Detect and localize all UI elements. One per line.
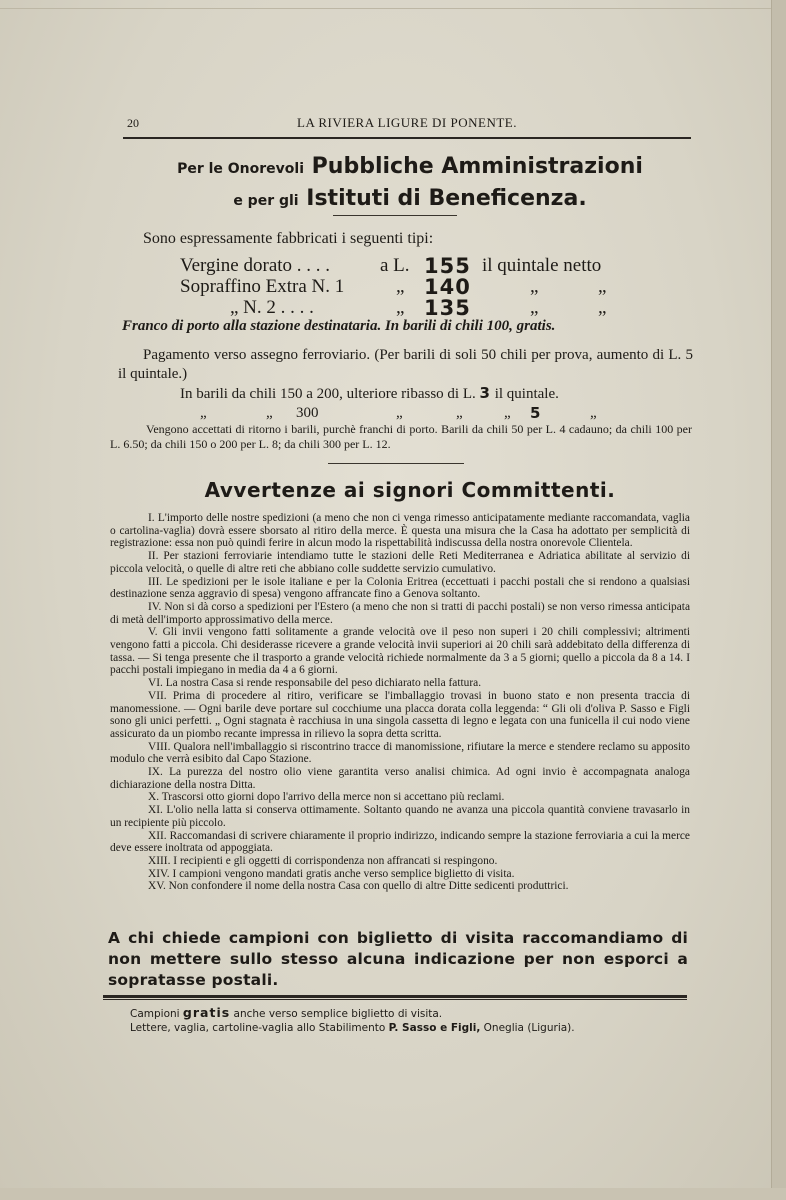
footer-company: P. Sasso e Figli, [388, 1022, 481, 1034]
intro-text: Sono espressamente fabbricati i seguenti tipi: [143, 230, 434, 247]
title-main-1: Pubbliche Amministrazioni [311, 154, 643, 179]
barrels-text: In barili da chili 150 a 200, ulteriore ribasso di L. [180, 386, 476, 402]
product-name: „ N. 2 . . . . [230, 297, 314, 318]
price-prefix: „ [396, 276, 405, 297]
barrels-suffix: il quintale. [494, 386, 559, 402]
footer-rule-thick [103, 995, 687, 998]
warning-item: VI. La nostra Casa si rende responsabile del peso dichiarato nella fattura. [148, 677, 482, 690]
page-number: 20 [127, 116, 139, 130]
title-main-2: Istituti di Beneficenza. [306, 186, 587, 211]
ditto-mark: „ [200, 405, 207, 421]
barrels-qty: 300 [296, 405, 319, 421]
ditto-mark: „ [530, 276, 539, 297]
product-name: Vergine dorato . . . . [180, 255, 331, 276]
warning-item: VIII. Qualora nell'imballaggio si riscontrino tracce di manomissione, rifiutare la merce e stendere reclamo su apposito modulo che verrà esibito dal Capo Stazione. [110, 740, 690, 766]
warning-item: IV. Non si dà corso a spedizioni per l'Estero (a meno che non si tratti di pacchi postali) se non verso rimessa anticipata di metà dell'importo approssimativo della merce. [110, 600, 690, 626]
ditto-mark: „ [456, 405, 463, 421]
warning-item: XIV. I campioni vengono mandati gratis anche verso semplice biglietto di visita. [148, 867, 515, 880]
footer-address-rest: Oneglia (Liguria). [483, 1022, 575, 1034]
price-value: 155 [424, 254, 471, 278]
warning-item: VII. Prima di procedere al ritiro, verificare se l'imballaggio trovasi in buono stato e non presenta traccia di manomessione. — Ogni barile deve portare sul cocchiume una placca dorata colla leggenda: “ Gli oli d'oliva P. Sasso e Figli sono gli unici perfetti. „ Ogni stagnata è racchiusa in una singola cassetta di legno e legata con una funicella il cui nodo viene assicurato da un piombo recante impressa in rilievo la sopra detta scritta. [110, 689, 690, 740]
price-value: 135 [424, 296, 471, 320]
title-prefix-1: Per le Onorevoli [177, 161, 304, 177]
barrels-amount: 5 [530, 404, 542, 422]
warning-item: III. Le spedizioni per le isole italiane e per la Colonia Eritrea (eccettuati i pacchi postali che si rendono a qualsiasi destinazione senza aggravio di spesa) vengono affrancate fino a Genova soltanto. [110, 575, 690, 601]
warning-item: X. Trascorsi otto giorni dopo l'arrivo della merce non si accettano più reclami. [148, 791, 505, 804]
barrels-return-note: Vengono accettati di ritorno i barili, purchè franchi di porto. Barili da chili 50 per L. 4 cadauno; da chili 100 per L. 6.50; da chili 150 o 200 per L. 8; da chili 300 per L. 12. [110, 422, 692, 451]
ditto-mark: „ [504, 405, 511, 421]
samples-callout: A chi chiede campioni con biglietto di visita raccomandiamo di non mettere sullo stesso alcuna indicazione per non esporci a sopratasse postali. [108, 929, 688, 989]
footer-line-2 [130, 1022, 690, 1034]
warnings-list [110, 512, 690, 893]
section-title-warnings: Avvertenze ai signori Committenti. [204, 478, 616, 502]
title-prefix-2: e per gli [233, 193, 299, 209]
price-prefix: „ [396, 297, 405, 318]
footer-gratis: gratis [182, 1005, 231, 1020]
warning-item: I. L'importo delle nostre spedizioni (a meno che non ci venga rimesso anticipatamente mediante raccomandata, vaglia o cartolina-vaglia) dovrà essere sborsato al ritiro della merce. È questa una misura che la Casa ha adottato per semplicità di registrazione: essa non può quindi ferire in alcun modo la rispettabilità indiscussa della nostra onorevole Clientela. [110, 512, 690, 550]
warning-item: XII. Raccomandasi di scrivere chiaramente il proprio indirizzo, indicando sempre la stazione ferroviaria a cui la merce deve essere inoltrata od appoggiata. [110, 829, 690, 855]
franco-note: Franco di porto alla stazione destinataria. In barili di chili 100, gratis. [122, 318, 556, 334]
ditto-mark: „ [590, 405, 597, 421]
ditto-mark: „ [530, 297, 539, 318]
title-divider [333, 215, 457, 216]
section-title-administrations [100, 152, 720, 216]
barrels-discount-2 [200, 404, 620, 423]
ditto-mark: „ [266, 405, 273, 421]
page-header [123, 112, 691, 134]
warning-item: XV. Non confondere il nome della nostra Casa con quello di altre Ditte sedicenti produttrici. [148, 880, 569, 893]
header-rule [123, 137, 691, 139]
price-unit: il quintale netto [482, 255, 602, 276]
footer-samples-rest: anche verso semplice biglietto di visita. [233, 1008, 443, 1020]
barrels-discount-1 [180, 384, 559, 404]
ditto-mark: „ [396, 405, 403, 421]
warning-item: IX. La purezza del nostro olio viene garantita verso analisi chimica. Ad ogni invio è accompagnata analoga dichiarazione della nostra Ditta. [110, 766, 690, 791]
footer-line-1 [130, 1005, 690, 1020]
section-divider [328, 463, 464, 464]
warning-item: V. Gli invii vengono fatti solitamente a grande velocità ove il peso non superi i 20 chili complessivi; altrimenti vengono fatti a piccola. Chi desiderasse ricevere a grande velocità invii superiori ai 20 chili sarà addebitato della differenza di tassa. — Si tenga presente che il trasporto a grande velocità richiede normalmente da 3 a 5 giorni; quello a piccola da 8 a 14. I pacchi postali impiegano in media da 4 a 6 giorni. [110, 626, 690, 677]
product-name: Sopraffino Extra N. 1 [180, 276, 345, 297]
footer-address-prefix: Lettere, vaglia, cartoline-vaglia allo Stabilimento [130, 1022, 386, 1034]
page-edge-right [771, 0, 786, 1200]
warning-item: XI. L'olio nella latta si conserva ottimamente. Soltanto quando ne avanza una piccola quantità conviene travasarlo in un recipiente più piccolo. [110, 804, 690, 829]
ditto-mark: „ [598, 297, 607, 318]
running-title: LA RIVIERA LIGURE DI PONENTE. [297, 115, 517, 130]
price-prefix: a L. [380, 255, 410, 276]
payment-note: Pagamento verso assegno ferroviario. (Per barili di soli 50 chili per prova, aumento di L. 5 il quintale.) [118, 347, 693, 382]
fold-line [0, 8, 786, 9]
warning-item: II. Per stazioni ferroviarie intendiamo tutte le stazioni delle Reti Mediterranea e Adriatica abilitate al servizio di piccola velocità, o quelle di altre reti che abbiano colle suddette servizio cumulativo. [110, 550, 690, 575]
warning-item: XIII. I recipienti e gli oggetti di corrispondenza non affrancati si respingono. [148, 854, 498, 867]
footer-rule-thin [103, 999, 687, 1000]
page-edge-bottom [0, 1188, 786, 1200]
ditto-mark: „ [598, 276, 607, 297]
barrels-amount: 3 [479, 384, 491, 402]
footer-samples-prefix: Campioni [130, 1008, 180, 1020]
price-value: 140 [424, 275, 471, 299]
